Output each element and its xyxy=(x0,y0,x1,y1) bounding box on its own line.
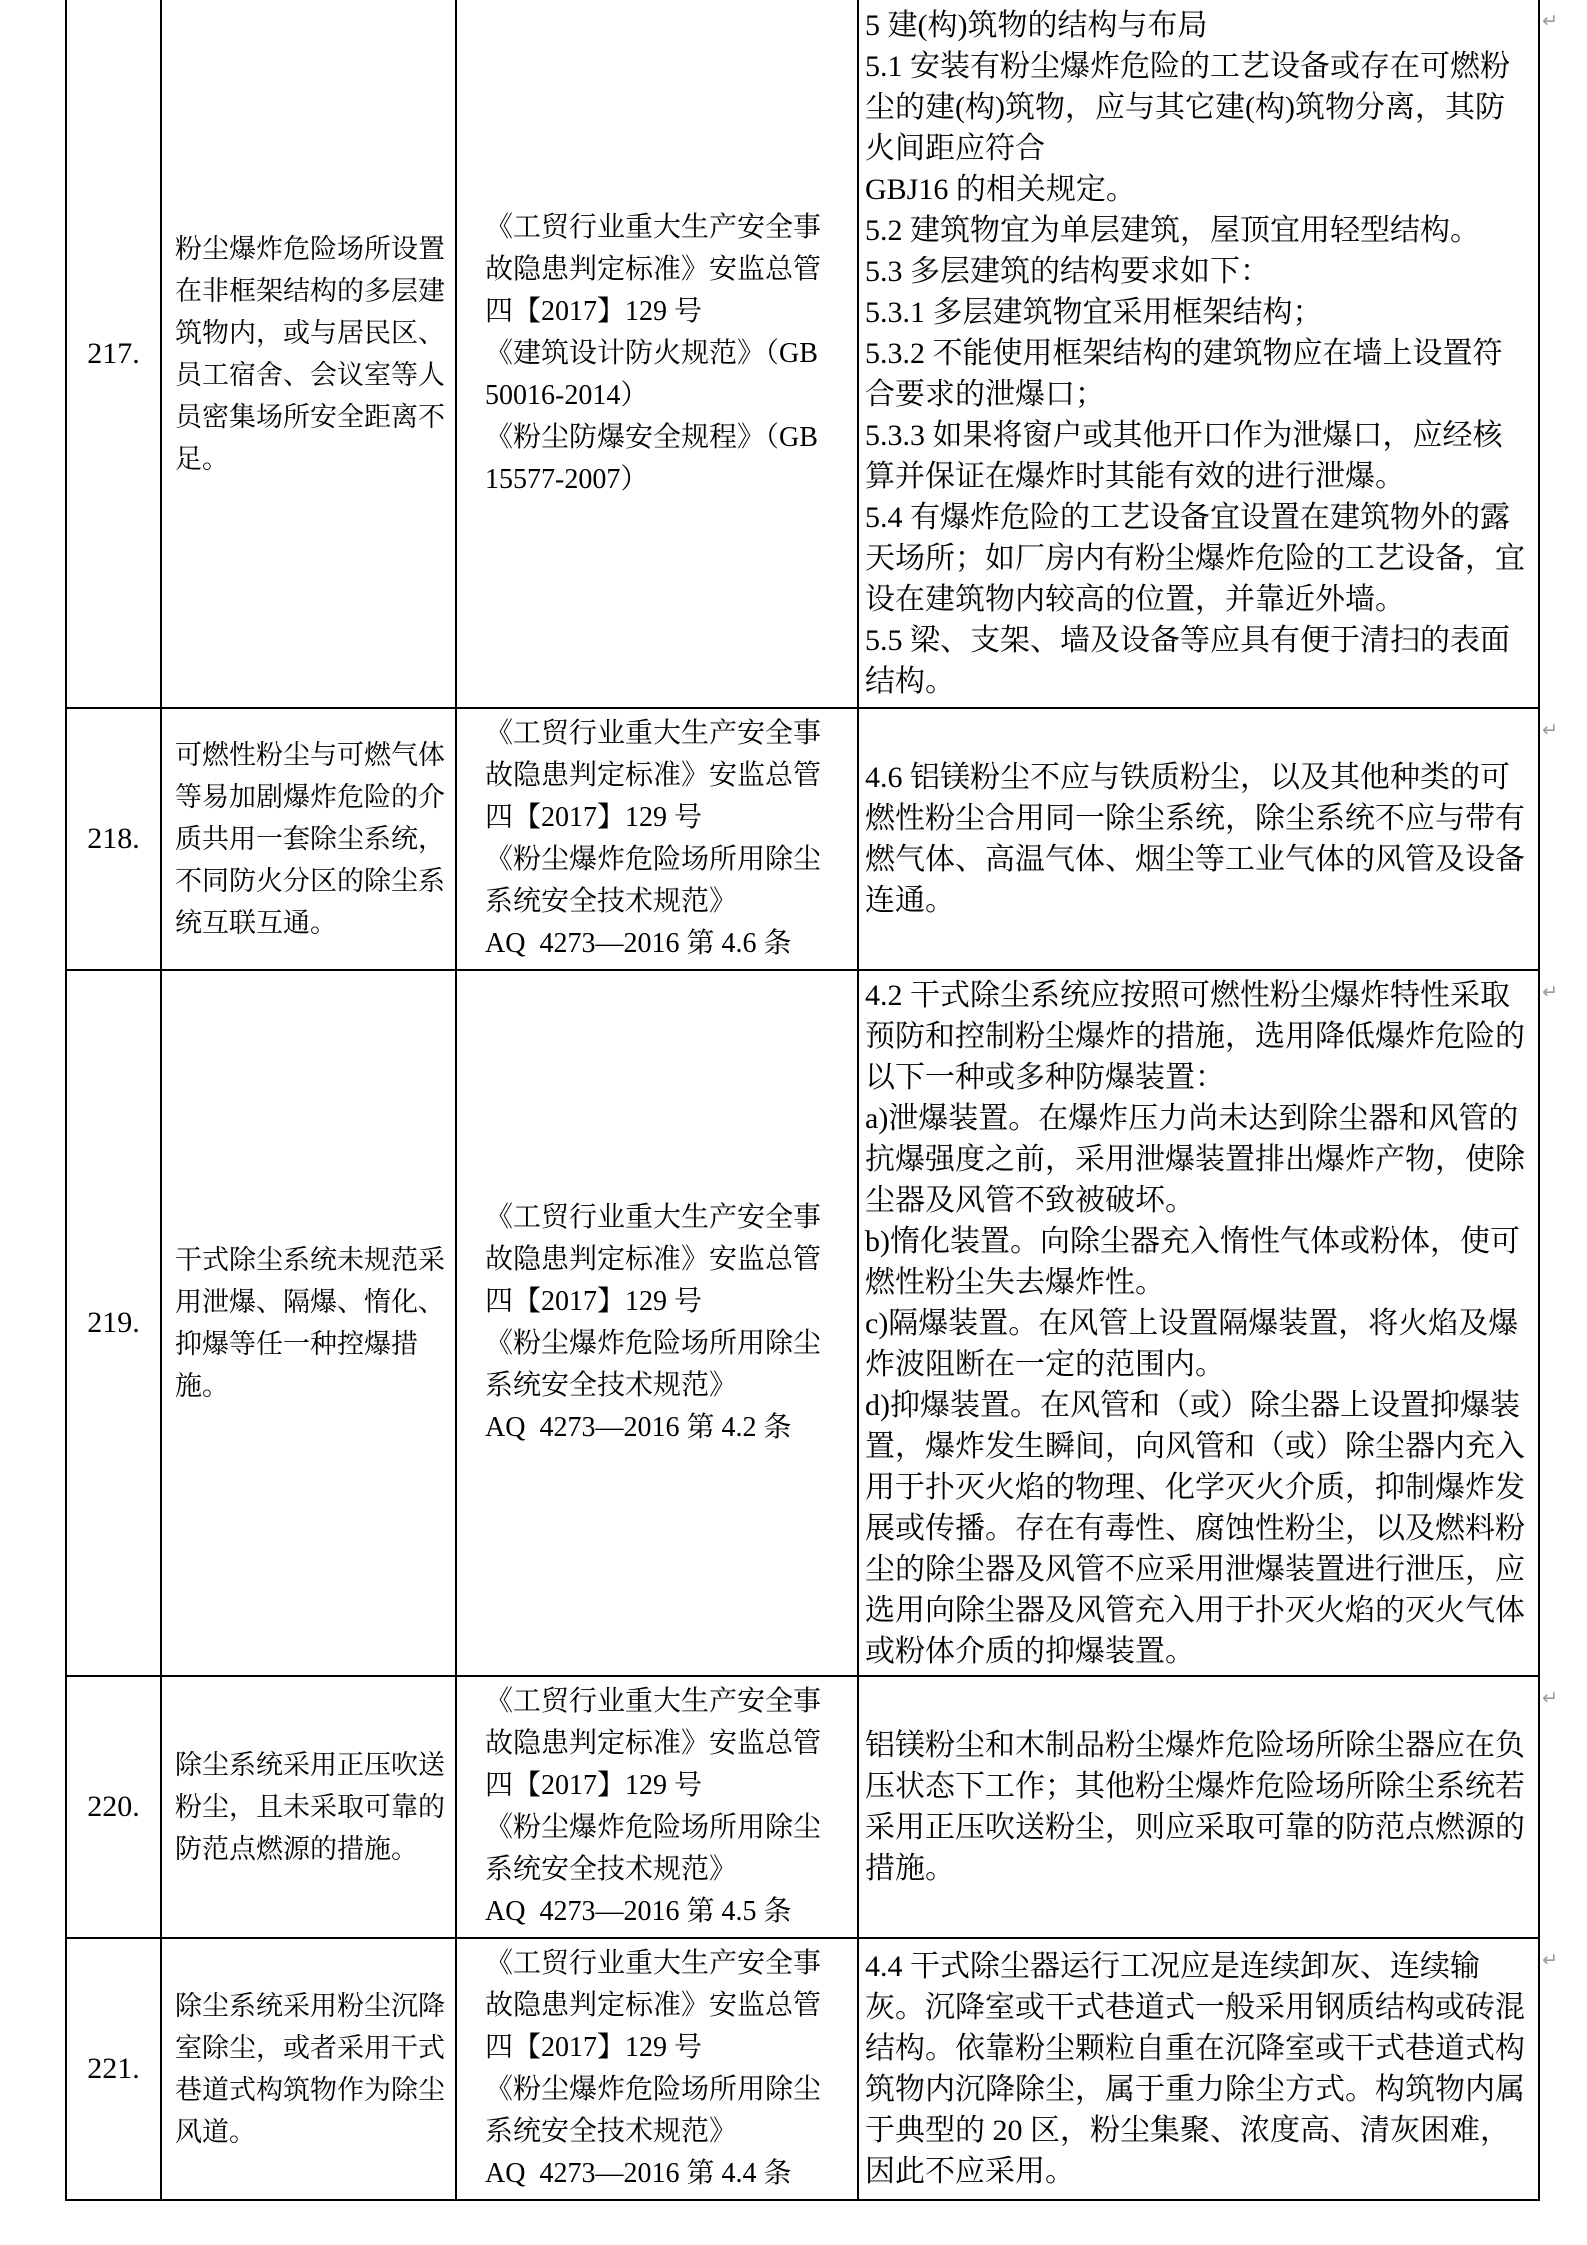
detail-paragraph: 5 建(构)筑物的结构与布局 xyxy=(865,9,1208,42)
basis-reference: 《粉尘爆炸危险场所用除尘系统安全技术规范》 xyxy=(485,1328,822,1401)
basis-reference: 《工贸行业重大生产安全事故隐患判定标准》安监总管四【2017】129 号 xyxy=(485,718,822,833)
return-mark-icon: ↵ xyxy=(1542,10,1558,32)
hazard-text: 除尘系统采用粉尘沉降室除尘，或者采用干式巷道式构筑物作为除尘风道。 xyxy=(175,1991,445,2147)
table-row xyxy=(66,708,1539,970)
row-number: 220. xyxy=(66,1676,161,1938)
hazard-text: 可燃性粉尘与可燃气体等易加剧爆炸危险的介质共用一套除尘系统，不同防火分区的除尘系统互联互通。 xyxy=(175,740,445,938)
detail-paragraph: d)抑爆装置。在风管和（或）除尘器上设置抑爆装置，爆炸发生瞬间，向风管和（或）除尘器内充入用于扑灭火焰的物理、化学灭火介质，抑制爆炸发展或传播。存在有毒性、腐蚀性粉尘，以及燃料粉尘的除尘器及风管不应采用泄爆装置进行泄压，应选用向除尘器及风管充入用于扑灭火焰的灭火气体或粉体介质的抑爆装置。 xyxy=(865,1388,1525,1668)
hazard-standards-table xyxy=(65,0,1558,2201)
basis-reference: AQ 4273—2016 第 4.5 条 xyxy=(485,1896,792,1927)
hazard-description-cell xyxy=(161,708,456,970)
basis-reference: 《粉尘爆炸危险场所用除尘系统安全技术规范》 xyxy=(485,844,822,917)
hazard-description-cell xyxy=(161,1938,456,2200)
table-row xyxy=(66,1676,1539,1938)
detail-paragraph: 5.1 安装有粉尘爆炸危险的工艺设备或存在可燃粉尘的建(构)筑物，应与其它建(构)筑物分离，其防火间距应符合 xyxy=(865,50,1510,165)
basis-cell xyxy=(456,970,858,1676)
detail-paragraph: 4.4 干式除尘器运行工况应是连续卸灰、连续输灰。沉降室或干式巷道式一般采用钢质结构或砖混结构。依靠粉尘颗粒自重在沉降室或干式巷道式构筑物内沉降除尘，属于重力除尘方式。构筑物内属于典型的 20 区，粉尘集聚、浓度高、清灰困难，因此不应采用。 xyxy=(865,1950,1525,2188)
hazard-description-cell xyxy=(161,1676,456,1938)
basis-cell xyxy=(456,0,858,708)
hazard-text: 除尘系统采用正压吹送粉尘，且未采取可靠的防范点燃源的措施。 xyxy=(175,1750,445,1864)
return-mark-icon: ↵ xyxy=(1542,981,1558,1003)
detail-paragraph: 5.5 梁、支架、墙及设备等应具有便于清扫的表面结构。 xyxy=(865,624,1510,698)
table-row xyxy=(66,0,1539,708)
detail-paragraph: a)泄爆装置。在爆炸压力尚未达到除尘器和风管的抗爆强度之前，采用泄爆装置排出爆炸产物，使除尘器及风管不致被破坏。 xyxy=(865,1101,1525,1217)
basis-cell xyxy=(456,708,858,970)
basis-reference: 《工贸行业重大生产安全事故隐患判定标准》安监总管四【2017】129 号 xyxy=(485,1202,822,1317)
detail-cell xyxy=(858,1676,1558,1938)
detail-cell xyxy=(858,970,1558,1676)
detail-paragraph: 5.4 有爆炸危险的工艺设备宜设置在建筑物外的露天场所；如厂房内有粉尘爆炸危险的工艺设备，宜设在建筑物内较高的位置，并靠近外墙。 xyxy=(865,501,1525,616)
basis-reference: AQ 4273—2016 第 4.6 条 xyxy=(485,928,792,959)
return-mark-icon: ↵ xyxy=(1542,1949,1558,1971)
table-row xyxy=(66,970,1539,1676)
return-mark-icon: ↵ xyxy=(1542,719,1558,741)
row-number: 217. xyxy=(66,0,161,708)
detail-cell xyxy=(858,708,1558,970)
detail-paragraph: 5.3.2 不能使用框架结构的建筑物应在墙上设置符合要求的泄爆口； xyxy=(865,337,1503,411)
hazard-description-cell xyxy=(161,0,456,708)
detail-paragraph: 4.2 干式除尘系统应按照可燃性粉尘爆炸特性采取预防和控制粉尘爆炸的措施，选用降低爆炸危险的以下一种或多种防爆装置： xyxy=(865,978,1525,1094)
basis-reference: 《建筑设计防火规范》（GB 50016-2014） xyxy=(485,337,825,411)
basis-cell xyxy=(456,1676,858,1938)
detail-paragraph: 5.3 多层建筑的结构要求如下： xyxy=(865,255,1270,288)
basis-reference: 《工贸行业重大生产安全事故隐患判定标准》安监总管四【2017】129 号 xyxy=(485,1948,822,2063)
row-number: 221. xyxy=(66,1938,161,2200)
return-mark-icon: ↵ xyxy=(1542,1687,1558,1709)
basis-reference: 《粉尘防爆安全规程》（GB 15577-2007） xyxy=(485,421,825,495)
basis-cell xyxy=(456,1938,858,2200)
basis-reference: AQ 4273—2016 第 4.2 条 xyxy=(485,1412,792,1443)
detail-cell xyxy=(858,0,1558,708)
hazard-description-cell xyxy=(161,970,456,1676)
basis-reference: AQ 4273—2016 第 4.4 条 xyxy=(485,2158,792,2189)
hazard-text: 干式除尘系统未规范采用泄爆、隔爆、惰化、抑爆等任一种控爆措施。 xyxy=(175,1245,445,1401)
basis-reference: 《工贸行业重大生产安全事故隐患判定标准》安监总管四【2017】129 号 xyxy=(485,1686,822,1801)
detail-paragraph: 铝镁粉尘和木制品粉尘爆炸危险场所除尘器应在负压状态下工作；其他粉尘爆炸危险场所除尘系统若采用正压吹送粉尘，则应采取可靠的防范点燃源的措施。 xyxy=(865,1729,1525,1885)
table-row xyxy=(66,1938,1539,2200)
basis-reference: 《工贸行业重大生产安全事故隐患判定标准》安监总管四【2017】129 号 xyxy=(485,211,822,327)
detail-paragraph: 5.2 建筑物宜为单层建筑，屋顶宜用轻型结构。 xyxy=(865,214,1480,247)
basis-reference: 《粉尘爆炸危险场所用除尘系统安全技术规范》 xyxy=(485,1812,822,1885)
detail-cell xyxy=(858,1938,1558,2200)
detail-paragraph: b)惰化装置。向除尘器充入惰性气体或粉体，使可燃性粉尘失去爆炸性。 xyxy=(865,1224,1520,1299)
row-number: 219. xyxy=(66,970,161,1676)
detail-paragraph: 4.6 铝镁粉尘不应与铁质粉尘，以及其他种类的可燃性粉尘合用同一除尘系统，除尘系统不应与带有燃气体、高温气体、烟尘等工业气体的风管及设备连通。 xyxy=(865,761,1525,917)
row-number: 218. xyxy=(66,708,161,970)
detail-paragraph: 5.3.3 如果将窗户或其他开口作为泄爆口，应经核算并保证在爆炸时其能有效的进行泄爆。 xyxy=(865,419,1503,493)
detail-paragraph: c)隔爆装置。在风管上设置隔爆装置，将火焰及爆炸波阻断在一定的范围内。 xyxy=(865,1306,1519,1381)
hazard-text: 粉尘爆炸危险场所设置在非框架结构的多层建筑物内，或与居民区、员工宿舍、会议室等人员密集场所安全距离不足。 xyxy=(175,233,445,474)
detail-paragraph: GBJ16 的相关规定。 xyxy=(865,173,1136,206)
basis-reference: 《粉尘爆炸危险场所用除尘系统安全技术规范》 xyxy=(485,2074,822,2147)
detail-paragraph: 5.3.1 多层建筑物宜采用框架结构； xyxy=(865,296,1323,329)
